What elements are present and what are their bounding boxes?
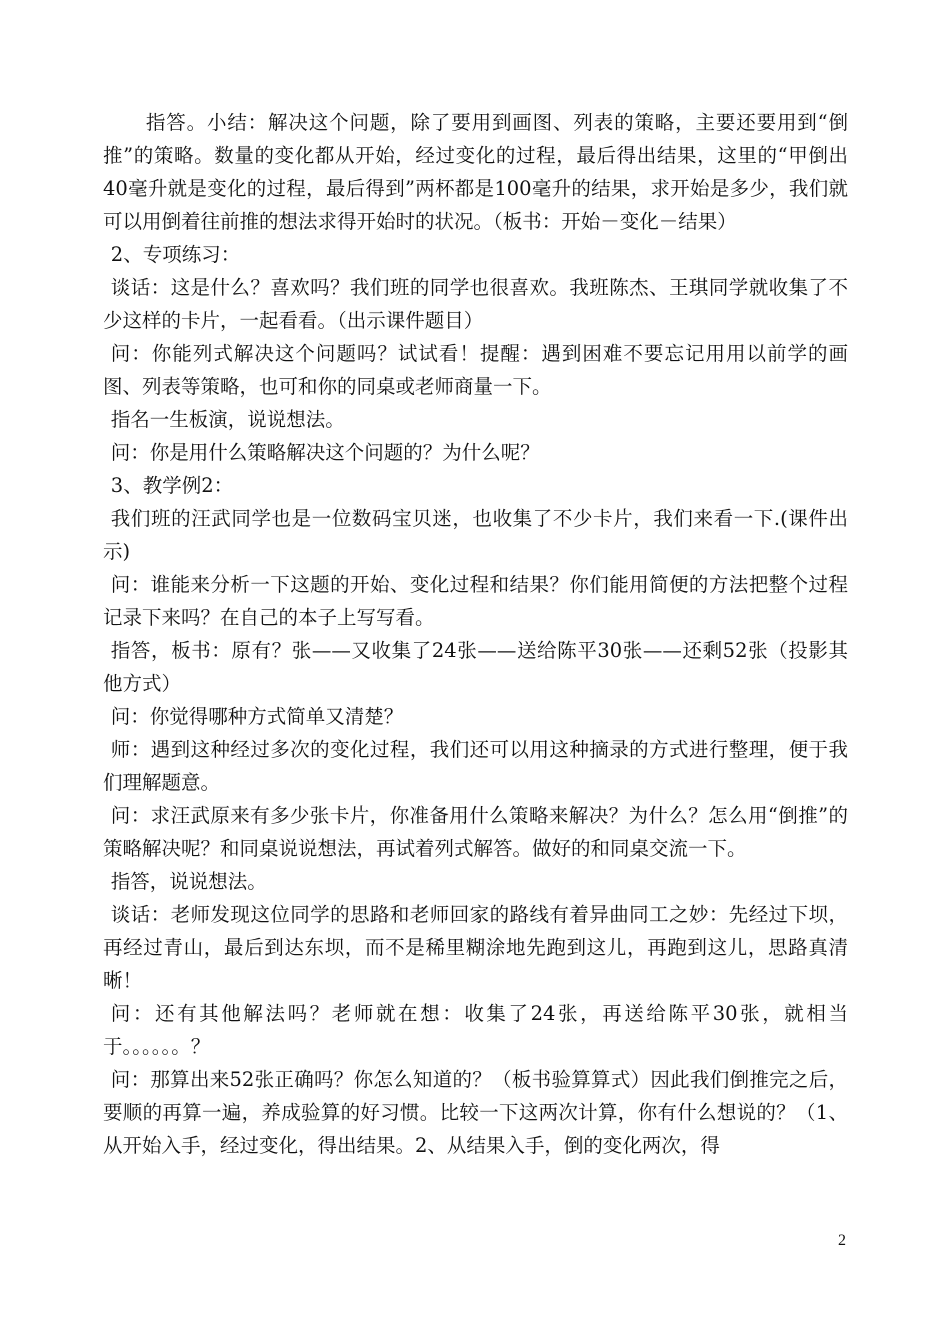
- paragraph-question-analyze: 问：谁能来分析一下这题的开始、变化过程和结果？你们能用简便的方法把整个过程记录下来吗？在自己的本子上写写看。: [103, 573, 848, 629]
- paragraph-question-other: 问：还有其他解法吗？老师就在想：收集了24张，再送给陈平30张，就相当于。。。。。。？: [103, 1002, 848, 1058]
- paragraph-question-strategy: 问：你是用什么策略解决这个问题的？为什么呢？: [110, 441, 540, 464]
- paragraph-question-verify: 问：那算出来52张正确吗？你怎么知道的？（板书验算算式）因此我们倒推完之后，要顺的再算一遍，养成验算的好习惯。比较一下这两次计算，你有什么想说的？（1、从开始入手，经过变化，得出结果。2、从结果入手，倒的变化两次，得: [103, 1068, 848, 1157]
- paragraph-wangwu-intro: 我们班的汪武同学也是一位数码宝贝迷，也收集了不少卡片，我们来看一下.(课件出示): [103, 507, 848, 563]
- paragraph-answer-ideas: 指答，说说想法。: [110, 870, 267, 893]
- paragraph-board-demo: 指名一生板演，说说想法。: [110, 408, 345, 431]
- paragraph-question-simple: 问：你觉得哪种方式简单又清楚？: [110, 705, 404, 728]
- heading-example-2: 3、教学例2：: [110, 474, 234, 497]
- document-body: [103, 106, 848, 1162]
- paragraph-teacher-excerpt: 师：遇到这种经过多次的变化过程，我们还可以用这种摘录的方式进行整理，便于我们理解题意。: [103, 738, 848, 794]
- paragraph-question-original: 问：求汪武原来有多少张卡片，你准备用什么策略来解决？为什么？怎么用“倒推”的策略解决呢？和同桌说说想法，再试着列式解答。做好的和同桌交流一下。: [103, 804, 848, 860]
- paragraph-talk-route: 谈话：老师发现这位同学的思路和老师回家的路线有着异曲同工之妙：先经过下坝，再经过青山，最后到达东坝，而不是稀里糊涂地先跑到这儿，再跑到这儿，思路真清晰！: [103, 903, 848, 992]
- paragraph-summary: 指答。小结：解决这个问题，除了要用到画图、列表的策略，主要还要用到“倒推”的策略。数量的变化都从开始，经过变化的过程，最后得出结果，这里的“甲倒出40毫升就是变化的过程，最后得到”两杯都是100毫升的结果，求开始是多少，我们就可以用倒着往前推的想法求得开始时的状况。（板书：开始－变化－结果）: [103, 111, 848, 233]
- heading-practice: 2、专项练习：: [110, 243, 241, 266]
- page-number: 2: [838, 1232, 846, 1249]
- paragraph-board-record: 指答，板书：原有？张——又收集了24张——送给陈平30张——还剩52张（投影其他方式）: [103, 639, 848, 695]
- paragraph-question-formula: 问：你能列式解决这个问题吗？试试看！提醒：遇到困难不要忘记用用以前学的画图、列表等策略，也可和你的同桌或老师商量一下。: [103, 342, 848, 398]
- paragraph-talk-cards: 谈话：这是什么？喜欢吗？我们班的同学也很喜欢。我班陈杰、王琪同学就收集了不少这样的卡片，一起看看。（出示课件题目）: [103, 276, 848, 332]
